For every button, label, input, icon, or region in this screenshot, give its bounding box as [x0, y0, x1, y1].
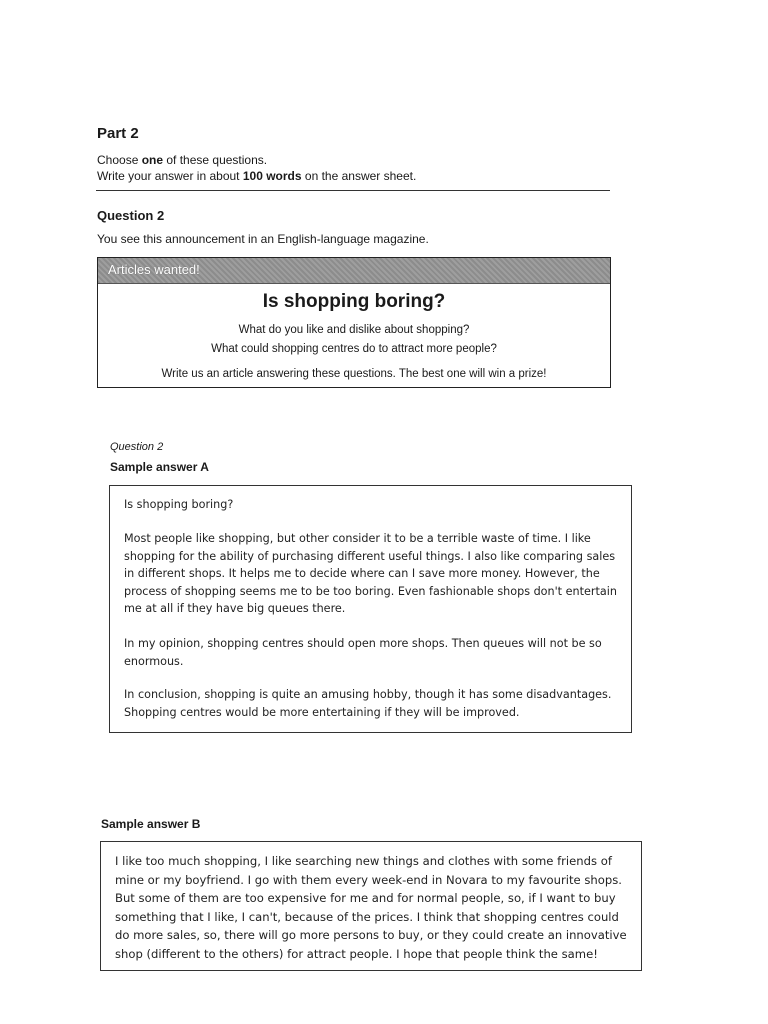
answer-a-paragraph-2: In my opinion, shopping centres should open more shops. Then queues will not be so enormous.	[124, 637, 602, 668]
sample-answer-b-box	[100, 841, 642, 971]
instruction-1-bold: one	[141, 153, 164, 167]
divider-rule	[96, 190, 610, 191]
announcement-box	[97, 257, 611, 388]
instruction-line-2	[97, 169, 416, 183]
question-heading: Question 2	[97, 208, 165, 223]
question-intro: You see this announcement in an English-language magazine.	[97, 232, 429, 246]
answer-b-paragraph: I like too much shopping, I like searching new things and clothes with some friends of mine or my boyfriend. I go with them every week-end in Novara to my favourite shops. But some of them are too expensive for me and for normal people, so, if I want to buy something that I like, I can't, because of the prices. I think that shopping centres could do more sales, so, there will go more persons to buy, or they could create an innovative shop (different to the others) for attract people. I hope that people think the same!	[115, 854, 627, 961]
answer-a-paragraph-1: Most people like shopping, but other consider it to be a terrible waste of time. I like shopping for the ability of purchasing different useful things. I also like comparing sales in different shops. It helps me to decide where can I save more money. However, the process of shopping seems me to be too boring. Even fashionable shops don't entertain me at all if they have big queues there.	[124, 532, 617, 615]
instruction-line-1	[97, 153, 267, 167]
sample-answer-a-heading: Sample answer A	[110, 460, 209, 474]
announcement-line-3: Write us an article answering these questions. The best one will win a prize!	[161, 368, 547, 380]
part-title: Part 2	[97, 125, 139, 142]
instruction-2-pre: Write your answer in about	[97, 169, 243, 183]
sample-answer-b-heading: Sample answer B	[101, 817, 201, 831]
announcement-banner	[98, 258, 610, 284]
announcement-line-1: What do you like and dislike about shopping?	[238, 324, 470, 336]
announcement-line-2: What could shopping centres do to attract more people?	[211, 343, 497, 355]
instruction-2-bold: 100 words	[242, 169, 302, 183]
instruction-1-post: of these questions.	[163, 153, 268, 167]
sample-answer-a-box	[109, 485, 632, 733]
answer-a-paragraph-3: In conclusion, shopping is quite an amusing hobby, though it has some disadvantages. Shopping centres would be more entertaining if they will be improved.	[124, 688, 612, 719]
sample-question-label: Question 2	[110, 441, 164, 453]
answer-a-title: Is shopping boring?	[124, 498, 234, 511]
announcement-banner-text: Articles wanted!	[108, 262, 200, 277]
instruction-2-post: on the answer sheet.	[301, 169, 417, 183]
instruction-1-pre: Choose	[97, 153, 142, 167]
announcement-title: Is shopping boring?	[262, 291, 446, 312]
